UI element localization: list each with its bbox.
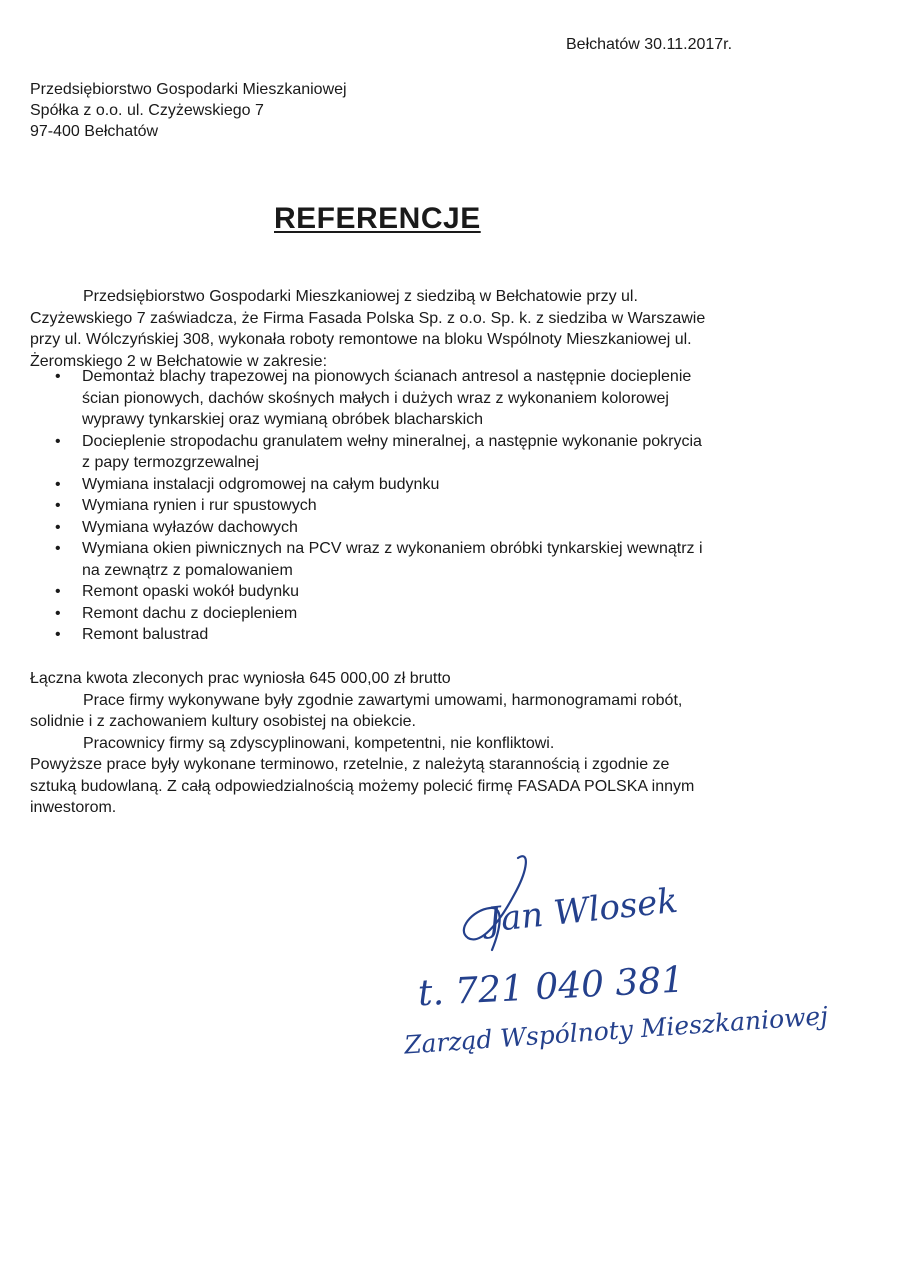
- intro-paragraph: [30, 286, 750, 372]
- work-scope-item: [30, 538, 750, 581]
- closing-paragraphs: [30, 668, 750, 819]
- document-title: REFERENCJE: [274, 202, 481, 235]
- work-scope-item: [30, 581, 750, 603]
- closing-line: inwestorom.: [30, 799, 117, 816]
- work-scope-item: [30, 366, 750, 431]
- work-scope-item-line: ścian pionowych, dachów skośnych małych i dużych wraz z wykonaniem kolorowej: [82, 389, 669, 407]
- work-scope-item: [30, 474, 750, 496]
- work-scope-item: [30, 495, 750, 517]
- work-scope-item: [30, 431, 750, 474]
- sender-line: Przedsiębiorstwo Gospodarki Mieszkaniowej: [30, 81, 347, 98]
- work-scope-item: [30, 624, 750, 646]
- work-scope-item: [30, 517, 750, 539]
- work-scope-item-line: Wymiana rynien i rur spustowych: [82, 497, 317, 514]
- work-scope-item-line: Remont balustrad: [82, 626, 209, 643]
- work-scope-item-line: z papy termozgrzewalnej: [82, 454, 259, 471]
- work-scope-item-line: Wymiana wyłazów dachowych: [82, 518, 298, 536]
- signature-role: Zarząd Wspólnoty Mieszkaniowej: [403, 1001, 829, 1060]
- bullet-icon: •: [55, 540, 61, 557]
- work-scope-item-line: Docieplenie stropodachu granulatem wełny mineralnej, a następnie wykonanie pokrycia: [82, 432, 702, 450]
- letter-date: Bełchatów 30.11.2017r.: [566, 36, 733, 53]
- bullet-icon: •: [55, 432, 61, 450]
- closing-line: Prace firmy wykonywane były zgodnie zawartymi umowami, harmonogramami robót,: [83, 691, 683, 709]
- work-scope-item-line: Remont opaski wokół budynku: [82, 583, 300, 600]
- intro-line: Przedsiębiorstwo Gospodarki Mieszkaniowej z siedzibą w Bełchatowie przy ul.: [83, 288, 638, 305]
- work-scope-item-line: Remont dachu z dociepleniem: [82, 604, 298, 622]
- work-scope-item-line: Wymiana okien piwnicznych na PCV wraz z wykonaniem obróbki tynkarskiej wewnątrz i: [82, 540, 703, 557]
- bullet-icon: •: [55, 626, 61, 643]
- work-scope-item: [30, 603, 750, 625]
- work-scope-item-line: wyprawy tynkarskiej oraz wymianą obróbek blacharskich: [82, 411, 484, 428]
- bullet-icon: •: [55, 518, 61, 536]
- closing-line: Powyższe prace były wykonane terminowo, rzetelnie, z należytą starannością i zgodnie ze: [30, 756, 670, 773]
- bullet-icon: •: [55, 368, 61, 385]
- work-scope-list: [30, 366, 750, 646]
- intro-line: Żeromskiego 2 w Bełchatowie w zakresie:: [30, 352, 328, 370]
- work-scope-item-line: Demontaż blachy trapezowej na pionowych ścianach antresol a następnie docieplenie: [82, 368, 692, 385]
- bullet-icon: •: [55, 604, 61, 622]
- signature-name: Jan Wlosek: [485, 880, 680, 941]
- sender-line: Spółka z o.o. ul. Czyżewskiego 7: [30, 102, 264, 119]
- bullet-icon: •: [55, 583, 61, 600]
- work-scope-item-line: na zewnątrz z pomalowaniem: [82, 561, 293, 579]
- closing-line: sztuką budowlaną. Z całą odpowiedzialnością możemy polecić firmę FASADA POLSKA innym: [30, 777, 695, 795]
- work-scope-item-line: Wymiana instalacji odgromowej na całym budynku: [82, 475, 440, 493]
- sender-line: 97-400 Bełchatów: [30, 123, 159, 140]
- sender-address: [30, 79, 347, 142]
- signature-phone: t. 721 040 381: [416, 959, 686, 1015]
- intro-line: przy ul. Wólczyńskiej 308, wykonała roboty remontowe na bloku Wspólnoty Mieszkaniowej ul.: [30, 331, 692, 348]
- bullet-icon: •: [55, 475, 61, 493]
- total-amount-line: Łączna kwota zleconych prac wyniosła 645 000,00 zł brutto: [30, 670, 451, 687]
- closing-line: solidnie i z zachowaniem kultury osobistej na obiekcie.: [30, 713, 416, 730]
- bullet-icon: •: [55, 497, 61, 514]
- intro-line: Czyżewskiego 7 zaświadcza, że Firma Fasada Polska Sp. z o.o. Sp. k. z siedziba w Warszawie: [30, 309, 706, 327]
- closing-line: Pracownicy firmy są zdyscyplinowani, kompetentni, nie konfliktowi.: [83, 734, 555, 752]
- handwritten-signature: [380, 840, 880, 1070]
